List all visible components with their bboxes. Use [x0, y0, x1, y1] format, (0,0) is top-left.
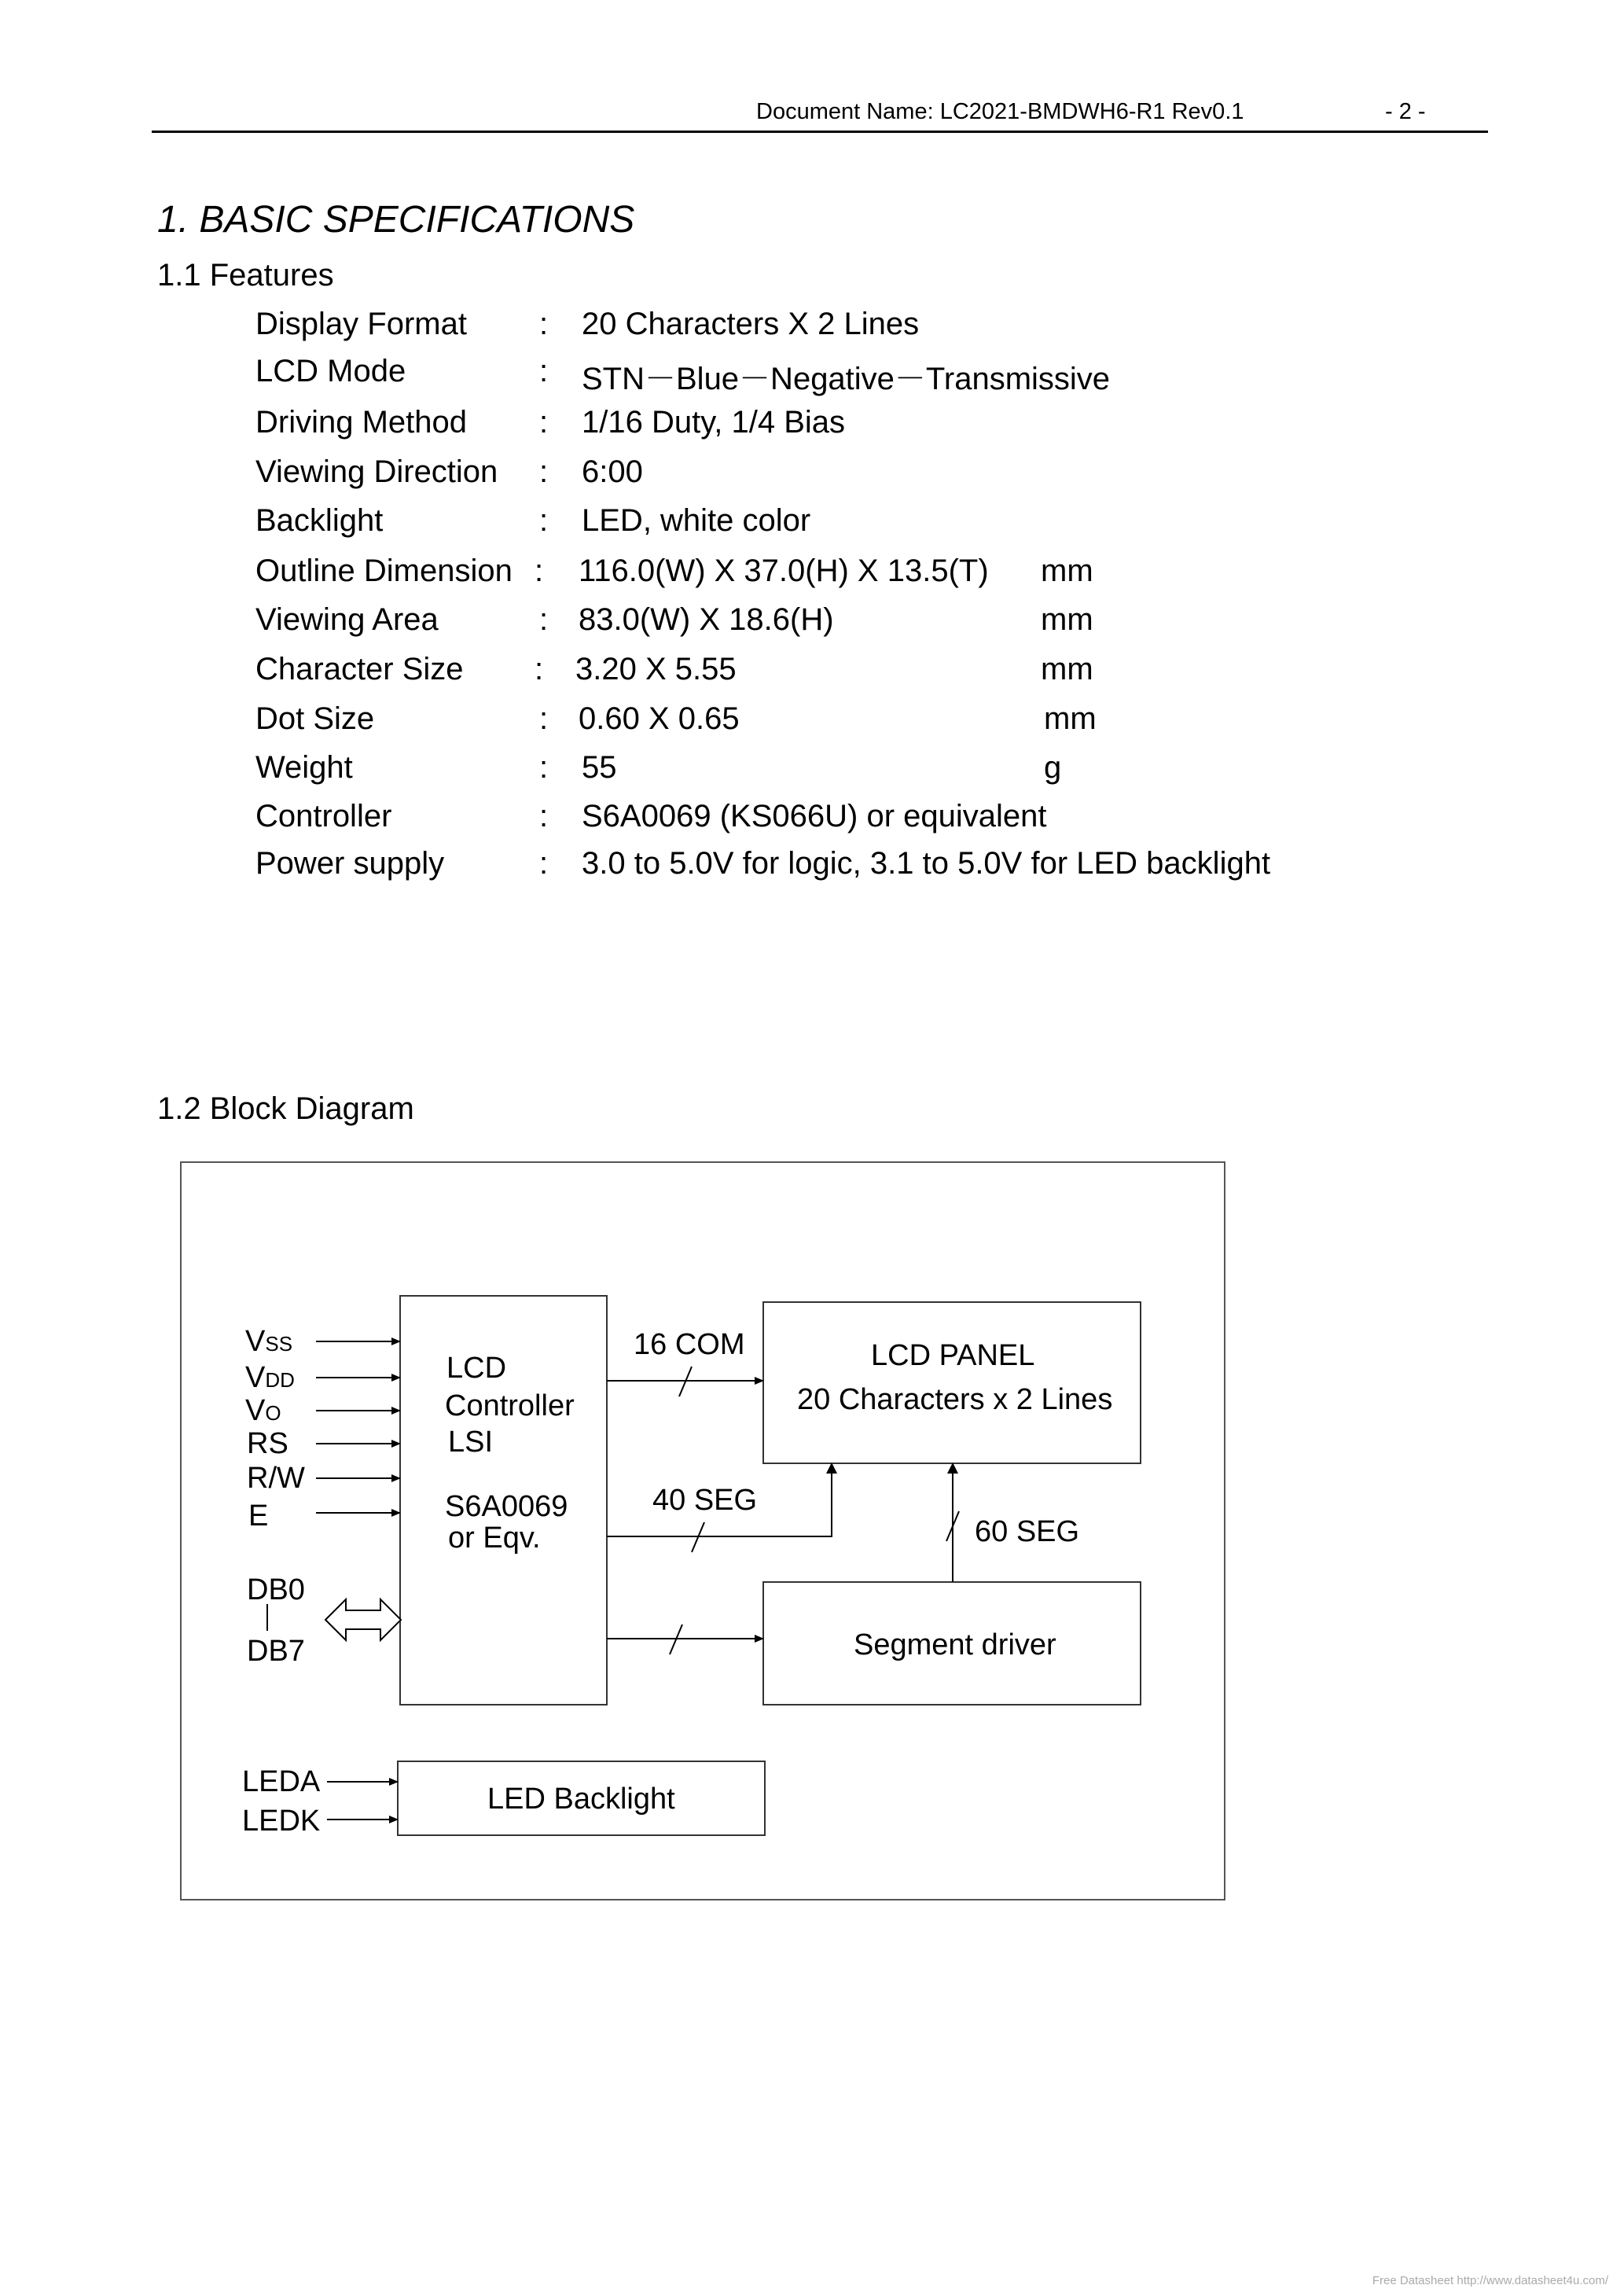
data-bus-double-arrow [325, 1599, 401, 1640]
seg60-bus-label: 60 SEG [975, 1515, 1080, 1548]
led-backlight-label: LED Backlight [487, 1783, 675, 1816]
feature-unit: mm [1041, 554, 1093, 588]
feature-separator: : [539, 454, 549, 489]
feature-label: Power supply [255, 846, 445, 881]
controller-line1: LCD [446, 1352, 507, 1385]
db7-label: DB7 [247, 1635, 305, 1668]
rs-label: RS [247, 1427, 288, 1460]
controller-line3: LSI [448, 1426, 494, 1459]
db0-label: DB0 [247, 1573, 305, 1606]
feature-label: Display Format [255, 307, 467, 341]
features-heading: 1.1 Features [157, 258, 334, 293]
page-number: - 2 - [1385, 99, 1426, 124]
feature-value: 1/16 Duty, 1/4 Bias [582, 405, 845, 440]
feature-value: 20 Characters X 2 Lines [582, 307, 920, 341]
feature-label: Dot Size [255, 701, 375, 736]
feature-value: 6:00 [582, 454, 643, 489]
leda-label: LEDA [242, 1765, 321, 1798]
feature-separator: : [539, 846, 549, 881]
vdd-label: VDD [245, 1361, 295, 1394]
feature-separator: : [539, 307, 549, 341]
feature-separator: : [539, 503, 549, 538]
com-bus-label: 16 COM [634, 1328, 745, 1361]
e-label: E [248, 1499, 269, 1533]
feature-separator: : [539, 405, 549, 440]
feature-label: Character Size [255, 652, 464, 686]
feature-value: 3.0 to 5.0V for logic, 3.1 to 5.0V for LED backlight [582, 846, 1271, 881]
vss-label: VSS [245, 1325, 293, 1358]
feature-label: Weight [255, 750, 353, 785]
section-title: 1. BASIC SPECIFICATIONS [157, 199, 635, 241]
feature-unit: mm [1044, 701, 1097, 736]
segment-driver-label: Segment driver [854, 1628, 1056, 1661]
feature-separator: : [535, 554, 544, 588]
feature-value: 3.20 X 5.55 [575, 652, 737, 686]
ledk-label: LEDK [242, 1805, 321, 1838]
controller-line5: or Eqv. [448, 1521, 541, 1555]
feature-separator: : [535, 652, 544, 686]
feature-unit: g [1044, 750, 1062, 785]
feature-separator: : [539, 701, 549, 736]
feature-label: Viewing Direction [255, 454, 498, 489]
feature-value: 116.0(W) X 37.0(H) X 13.5(T) [579, 554, 989, 588]
feature-label: Backlight [255, 503, 384, 538]
block-diagram-heading: 1.2 Block Diagram [157, 1091, 414, 1126]
feature-value: 83.0(W) X 18.6(H) [579, 602, 834, 637]
feature-label: Controller [255, 799, 392, 833]
feature-value: 0.60 X 0.65 [579, 701, 740, 736]
feature-separator: : [539, 750, 549, 785]
controller-line2: Controller [445, 1389, 575, 1422]
seg60-arrowhead [947, 1463, 958, 1474]
vo-label: VO [245, 1394, 281, 1427]
rw-label: R/W [247, 1462, 305, 1495]
feature-unit: mm [1041, 602, 1093, 637]
feature-value: S6A0069 (KS066U) or equivalent [582, 799, 1047, 833]
feature-value: 55 [582, 750, 617, 785]
feature-label: Driving Method [255, 405, 468, 440]
seg40-arrowhead [826, 1463, 837, 1474]
feature-unit: mm [1041, 652, 1093, 686]
feature-value: LED, white color [582, 503, 811, 538]
controller-line4: S6A0069 [445, 1490, 568, 1523]
footer-watermark: Free Datasheet http://www.datasheet4u.com/ [1372, 2274, 1608, 2287]
seg40-bus-label: 40 SEG [652, 1484, 758, 1517]
feature-separator: : [539, 354, 549, 388]
feature-separator: : [539, 602, 549, 637]
lcd-panel-line1: LCD PANEL [871, 1339, 1035, 1372]
feature-value: STN－Blue－Negative－Transmissive [582, 362, 1111, 396]
feature-separator: : [539, 799, 549, 833]
document-name: Document Name: LC2021-BMDWH6-R1 Rev0.1 [756, 99, 1244, 124]
lcd-panel-line2: 20 Characters x 2 Lines [797, 1383, 1113, 1416]
feature-label: Outline Dimension [255, 554, 513, 588]
feature-label: LCD Mode [255, 354, 406, 388]
feature-label: Viewing Area [255, 602, 439, 637]
